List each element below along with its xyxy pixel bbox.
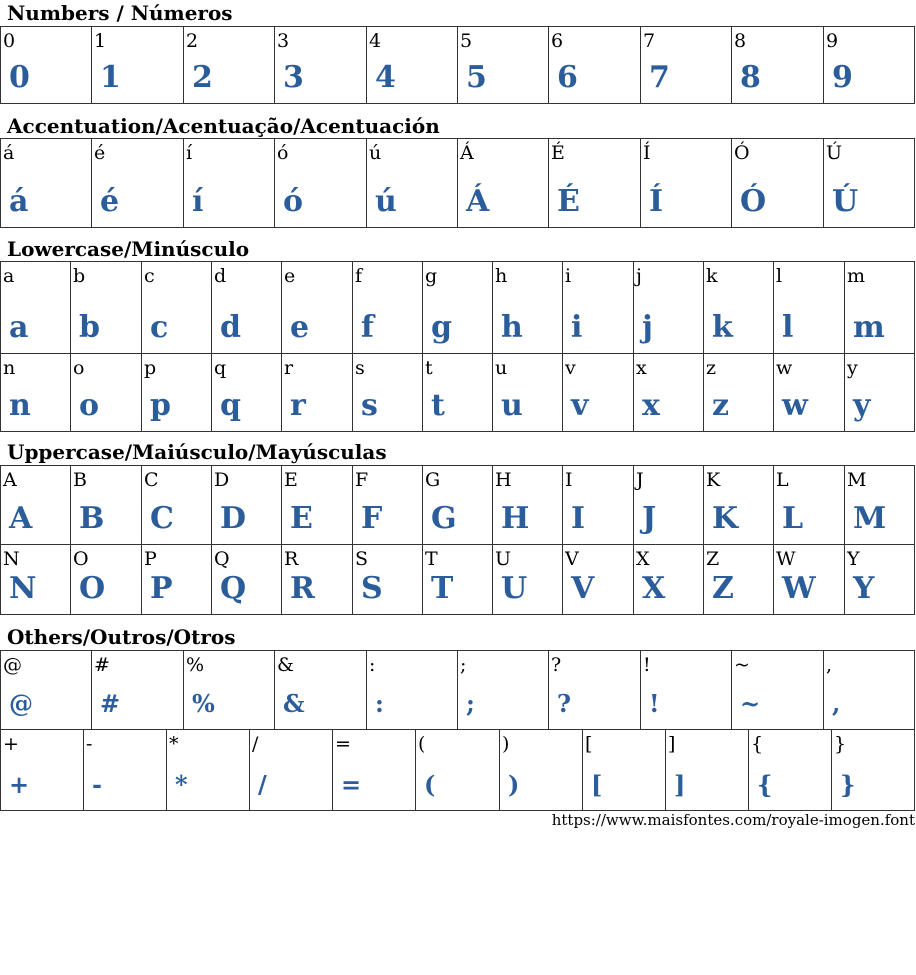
glyph-sample: 4 (375, 60, 396, 95)
character-label: Z (706, 548, 720, 570)
glyph-cell (184, 651, 275, 730)
glyph-sample: ( (424, 770, 436, 799)
glyph-sample: o (79, 388, 100, 423)
glyph-cell (845, 466, 915, 545)
glyph-sample: q (220, 388, 241, 423)
glyph-cell (774, 262, 845, 354)
glyph-sample: k (712, 310, 733, 345)
character-label: A (3, 469, 17, 491)
others-row (1, 651, 915, 730)
glyph-cell (282, 545, 353, 615)
character-label: e (284, 265, 296, 287)
glyph-sample: R (290, 571, 315, 606)
glyph-cell (92, 139, 184, 228)
character-label: á (3, 142, 15, 164)
glyph-cell (423, 545, 493, 615)
glyph-cell (1, 139, 92, 228)
glyph-cell (423, 466, 493, 545)
glyph-cell (167, 730, 250, 811)
glyph-cell (634, 466, 704, 545)
glyph-cell (142, 262, 212, 354)
glyph-sample: a (9, 310, 29, 345)
character-label: L (776, 469, 789, 491)
character-label: & (277, 654, 294, 676)
glyph-cell (142, 466, 212, 545)
glyph-cell (749, 730, 832, 811)
glyph-sample: f (361, 310, 374, 345)
glyph-cell (493, 262, 563, 354)
uppercase-grid (0, 465, 915, 615)
character-label: ( (418, 733, 426, 755)
glyph-cell (666, 730, 749, 811)
character-label: m (847, 265, 866, 287)
glyph-sample: z (712, 388, 730, 423)
glyph-sample: K (712, 501, 739, 536)
glyph-sample: / (258, 770, 267, 799)
glyph-cell (142, 354, 212, 432)
character-label: r (284, 357, 294, 379)
character-label: # (94, 654, 110, 676)
glyph-sample: Ú (832, 184, 859, 219)
lowercase-row (1, 354, 915, 432)
character-label: Á (460, 142, 474, 164)
glyph-sample: 3 (283, 60, 304, 95)
glyph-sample: e (290, 310, 310, 345)
character-label: X (636, 548, 650, 570)
glyph-sample: - (92, 770, 102, 799)
glyph-cell (184, 139, 275, 228)
glyph-cell (563, 262, 634, 354)
glyph-cell (845, 354, 915, 432)
character-label: u (495, 357, 508, 379)
character-label: Y (847, 548, 860, 570)
glyph-cell (563, 354, 634, 432)
glyph-sample: ú (375, 184, 397, 219)
glyph-sample: D (220, 501, 247, 536)
glyph-cell (275, 139, 367, 228)
character-label: 0 (3, 30, 16, 52)
glyph-cell (212, 262, 282, 354)
glyph-sample: ? (557, 689, 572, 718)
glyph-sample: ~ (740, 689, 761, 718)
glyph-cell (549, 27, 641, 104)
character-label: 6 (551, 30, 564, 52)
glyph-cell (845, 262, 915, 354)
character-label: ú (369, 142, 382, 164)
character-label: ) (502, 733, 510, 755)
glyph-cell (212, 545, 282, 615)
section-title-numbers: Numbers / Números (7, 1, 233, 25)
character-label: * (169, 733, 179, 755)
character-label: V (565, 548, 579, 570)
glyph-sample: 9 (832, 60, 853, 95)
glyph-cell (732, 651, 824, 730)
glyph-sample: & (283, 689, 305, 718)
glyph-cell (416, 730, 500, 811)
glyph-cell (824, 651, 915, 730)
character-label: z (706, 357, 717, 379)
glyph-sample: Á (466, 184, 490, 219)
glyph-cell (353, 262, 423, 354)
character-label: K (706, 469, 721, 491)
character-label: j (636, 265, 642, 287)
character-label: 3 (277, 30, 290, 52)
glyph-cell (1, 354, 71, 432)
character-label: x (636, 357, 647, 379)
glyph-cell (493, 354, 563, 432)
character-label: / (252, 733, 259, 755)
glyph-sample: H (501, 501, 530, 536)
glyph-cell (845, 545, 915, 615)
glyph-cell (423, 354, 493, 432)
character-label: g (425, 265, 438, 287)
glyph-cell (641, 139, 732, 228)
character-label: - (86, 733, 93, 755)
glyph-sample: A (9, 501, 33, 536)
glyph-sample: b (79, 310, 100, 345)
glyph-cell (458, 139, 549, 228)
others-row (1, 730, 915, 811)
glyph-sample: 5 (466, 60, 487, 95)
glyph-sample: Y (853, 571, 875, 606)
glyph-cell (458, 27, 549, 104)
glyph-sample: ; (466, 689, 475, 718)
glyph-sample: X (642, 571, 666, 606)
character-label: v (565, 357, 576, 379)
glyph-cell (634, 354, 704, 432)
glyph-cell (563, 545, 634, 615)
glyph-cell (184, 27, 275, 104)
glyph-cell (563, 466, 634, 545)
glyph-cell (774, 545, 845, 615)
glyph-cell (423, 262, 493, 354)
glyph-cell (367, 139, 458, 228)
character-label: k (706, 265, 718, 287)
glyph-sample: B (79, 501, 105, 536)
uppercase-row (1, 466, 915, 545)
character-label: h (495, 265, 508, 287)
glyph-cell (84, 730, 167, 811)
glyph-sample: T (431, 571, 454, 606)
character-label: a (3, 265, 15, 287)
character-label: 5 (460, 30, 473, 52)
glyph-cell (282, 466, 353, 545)
character-label: p (144, 357, 157, 379)
glyph-sample: x (642, 388, 660, 423)
character-label: ] (668, 733, 676, 755)
character-label: f (355, 265, 363, 287)
glyph-cell (1, 27, 92, 104)
glyph-cell (583, 730, 666, 811)
glyph-cell (1, 730, 84, 811)
character-label: y (847, 357, 858, 379)
glyph-cell (1, 651, 92, 730)
glyph-sample: w (782, 388, 808, 423)
character-label: S (355, 548, 369, 570)
lowercase-row (1, 262, 915, 354)
glyph-sample: r (290, 388, 306, 423)
glyph-sample: M (853, 501, 887, 536)
character-label: G (425, 469, 441, 491)
glyph-sample: W (782, 571, 816, 606)
glyph-cell (212, 466, 282, 545)
accents-grid (0, 138, 915, 228)
glyph-sample: ó (283, 184, 304, 219)
character-label: l (776, 265, 783, 287)
character-label: w (776, 357, 793, 379)
glyph-sample: é (100, 184, 120, 219)
glyph-sample: 6 (557, 60, 578, 95)
glyph-sample: V (571, 571, 595, 606)
glyph-cell (92, 651, 184, 730)
section-title-accents: Accentuation/Acentuação/Acentuación (7, 114, 440, 138)
uppercase-row (1, 545, 915, 615)
character-label: = (335, 733, 351, 755)
character-label: [ (585, 733, 593, 755)
numbers-grid (0, 26, 915, 104)
glyph-sample: # (100, 689, 121, 718)
character-label: 4 (369, 30, 382, 52)
glyph-sample: I (571, 501, 586, 536)
character-label: O (73, 548, 89, 570)
glyph-cell (704, 262, 774, 354)
glyph-sample: d (220, 310, 241, 345)
glyph-sample: n (9, 388, 31, 423)
glyph-sample: s (361, 388, 378, 423)
character-label: N (3, 548, 20, 570)
glyph-sample: i (571, 310, 583, 345)
glyph-sample: 0 (9, 60, 30, 95)
glyph-sample: J (642, 501, 657, 536)
glyph-sample: 8 (740, 60, 761, 95)
glyph-sample: c (150, 310, 169, 345)
character-label: Ó (734, 142, 750, 164)
glyph-sample: í (192, 184, 204, 219)
glyph-cell (774, 354, 845, 432)
character-label: { (751, 733, 764, 755)
numbers-row (1, 27, 915, 104)
glyph-sample: } (840, 770, 856, 799)
character-label: t (425, 357, 433, 379)
glyph-cell (71, 354, 142, 432)
section-title-others: Others/Outros/Otros (7, 625, 236, 649)
character-label: n (3, 357, 16, 379)
glyph-cell (458, 651, 549, 730)
character-label: í (186, 142, 193, 164)
glyph-sample: g (431, 310, 452, 345)
glyph-sample: ] (674, 770, 686, 799)
character-label: d (214, 265, 227, 287)
glyph-sample: 7 (649, 60, 670, 95)
character-label: 8 (734, 30, 747, 52)
glyph-sample: h (501, 310, 523, 345)
accents-row (1, 139, 915, 228)
glyph-cell (71, 466, 142, 545)
glyph-cell (832, 730, 915, 811)
character-label: P (144, 548, 157, 570)
glyph-cell (282, 354, 353, 432)
footer-url: https://www.maisfontes.com/royale-imogen.font (551, 811, 915, 829)
glyph-cell (634, 262, 704, 354)
glyph-cell (493, 545, 563, 615)
glyph-cell (142, 545, 212, 615)
glyph-sample: E (290, 501, 313, 536)
glyph-sample: = (341, 770, 362, 799)
glyph-sample: Q (220, 571, 247, 606)
character-label: , (826, 654, 833, 676)
character-label: ó (277, 142, 289, 164)
section-title-lowercase: Lowercase/Minúsculo (7, 237, 250, 261)
character-label: U (495, 548, 512, 570)
lowercase-grid (0, 261, 915, 432)
glyph-sample: U (501, 571, 528, 606)
character-label: ! (643, 654, 651, 676)
character-label: E (284, 469, 298, 491)
glyph-cell (774, 466, 845, 545)
glyph-cell (333, 730, 416, 811)
glyph-cell (353, 545, 423, 615)
glyph-sample: Z (712, 571, 734, 606)
glyph-cell (732, 139, 824, 228)
character-label: : (369, 654, 376, 676)
glyph-sample: ) (508, 770, 520, 799)
glyph-cell (250, 730, 333, 811)
character-label: i (565, 265, 572, 287)
glyph-sample: C (150, 501, 174, 536)
character-label: 7 (643, 30, 656, 52)
character-label: M (847, 469, 867, 491)
glyph-sample: á (9, 184, 29, 219)
glyph-sample: Ó (740, 184, 767, 219)
character-label: é (94, 142, 106, 164)
glyph-sample: @ (9, 689, 33, 718)
glyph-cell (704, 466, 774, 545)
character-label: Q (214, 548, 230, 570)
glyph-sample: p (150, 388, 171, 423)
glyph-sample: É (557, 184, 580, 219)
glyph-cell (282, 262, 353, 354)
glyph-cell (367, 651, 458, 730)
glyph-sample: S (361, 571, 383, 606)
character-label: C (144, 469, 159, 491)
glyph-sample: m (853, 310, 885, 345)
glyph-sample: j (642, 310, 653, 345)
glyph-sample: G (431, 501, 457, 536)
character-label: } (834, 733, 847, 755)
glyph-sample: u (501, 388, 523, 423)
glyph-cell (71, 545, 142, 615)
glyph-cell (824, 139, 915, 228)
character-label: F (355, 469, 369, 491)
character-label: É (551, 142, 565, 164)
character-label: @ (3, 654, 22, 676)
glyph-cell (275, 27, 367, 104)
character-label: W (776, 548, 796, 570)
character-label: H (495, 469, 512, 491)
glyph-sample: P (150, 571, 173, 606)
character-label: B (73, 469, 87, 491)
glyph-cell (500, 730, 583, 811)
character-label: + (3, 733, 19, 755)
character-label: 9 (826, 30, 839, 52)
glyph-sample: O (79, 571, 106, 606)
glyph-sample: Í (649, 184, 664, 219)
character-label: s (355, 357, 365, 379)
glyph-sample: % (192, 689, 215, 718)
section-title-uppercase: Uppercase/Maiúsculo/Mayúsculas (7, 440, 387, 464)
glyph-cell (549, 651, 641, 730)
glyph-sample: 2 (192, 60, 213, 95)
glyph-sample: , (832, 689, 841, 718)
glyph-sample: t (431, 388, 445, 423)
character-label: c (144, 265, 155, 287)
glyph-sample: v (571, 388, 589, 423)
glyph-sample: N (9, 571, 37, 606)
glyph-cell (353, 354, 423, 432)
glyph-cell (634, 545, 704, 615)
character-label: D (214, 469, 230, 491)
character-label: q (214, 357, 227, 379)
glyph-sample: * (175, 770, 188, 799)
character-label: ? (551, 654, 562, 676)
glyph-cell (1, 545, 71, 615)
glyph-cell (824, 27, 915, 104)
character-label: ; (460, 654, 467, 676)
glyph-sample: : (375, 689, 384, 718)
glyph-cell (92, 27, 184, 104)
glyph-cell (353, 466, 423, 545)
glyph-cell (367, 27, 458, 104)
character-label: R (284, 548, 299, 570)
character-label: ~ (734, 654, 750, 676)
glyph-sample: L (782, 501, 804, 536)
character-label: T (425, 548, 438, 570)
character-label: 1 (94, 30, 107, 52)
glyph-cell (1, 262, 71, 354)
glyph-cell (641, 651, 732, 730)
glyph-cell (732, 27, 824, 104)
glyph-cell (549, 139, 641, 228)
character-label: b (73, 265, 86, 287)
glyph-sample: ! (649, 689, 660, 718)
glyph-cell (641, 27, 732, 104)
character-label: 2 (186, 30, 199, 52)
glyph-cell (1, 466, 71, 545)
glyph-sample: l (782, 310, 794, 345)
others-grid (0, 650, 915, 811)
glyph-sample: { (757, 770, 773, 799)
character-label: J (636, 469, 644, 491)
glyph-cell (275, 651, 367, 730)
glyph-cell (493, 466, 563, 545)
character-label: Í (643, 142, 651, 164)
character-label: o (73, 357, 85, 379)
glyph-cell (704, 354, 774, 432)
glyph-cell (212, 354, 282, 432)
glyph-sample: y (853, 388, 871, 423)
glyph-cell (71, 262, 142, 354)
character-label: % (186, 654, 205, 676)
character-label: I (565, 469, 573, 491)
character-label: Ú (826, 142, 843, 164)
glyph-cell (704, 545, 774, 615)
glyph-sample: [ (591, 770, 603, 799)
glyph-sample: + (9, 770, 30, 799)
glyph-sample: F (361, 501, 383, 536)
glyph-sample: 1 (100, 60, 121, 95)
